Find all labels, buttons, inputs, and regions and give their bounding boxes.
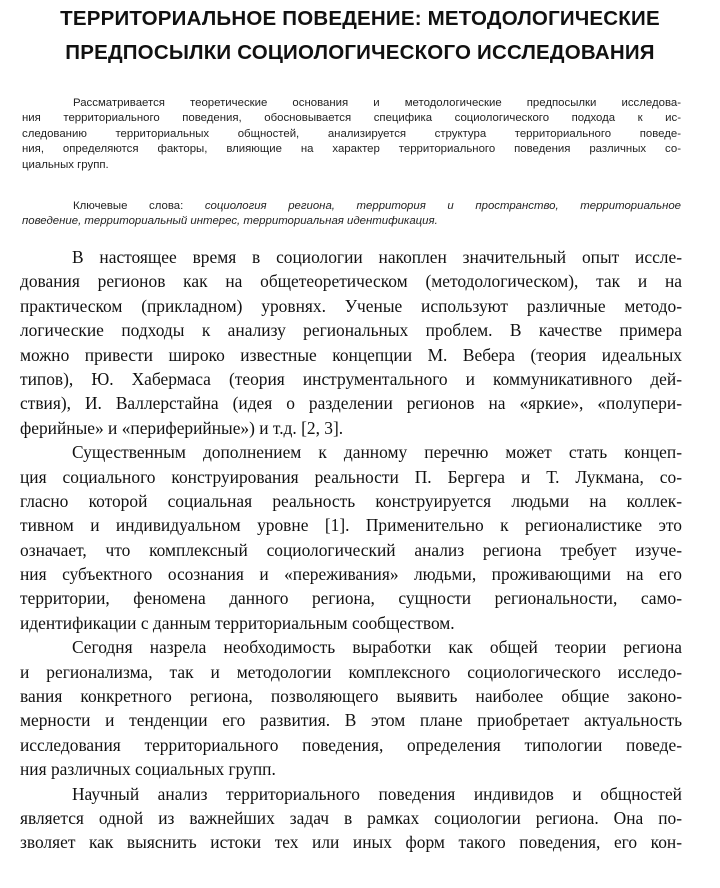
title-line-2: ПРЕДПОСЫЛКИ СОЦИОЛОГИЧЕСКОГО ИССЛЕДОВАНИЯ <box>65 41 655 64</box>
text-line: тивном и индивидуальном уровне [1]. Применительно к регионалистике это <box>20 515 682 536</box>
keywords-line-2 <box>22 214 681 229</box>
text-line: В настоящее время в социологии накоплен значительный опыт иссле- <box>72 247 682 267</box>
paragraph <box>20 635 682 781</box>
text-line: означает, что комплексный социологический анализ региона требует изуче- <box>20 539 682 560</box>
abstract-line: следованию территориальных общностей, анализируется структура территориального поведе- <box>22 127 681 140</box>
article-body <box>20 245 682 855</box>
title-line-1: ТЕРРИТОРИАЛЬНОЕ ПОВЕДЕНИЕ: МЕТОДОЛОГИЧЕСКИЕ <box>60 7 660 30</box>
abstract-line: ния территориального поведения, обосновывается специфика социологического подхода к ис- <box>22 112 681 125</box>
text-line: Существенным дополнением к данному перечню может стать концеп- <box>72 442 682 463</box>
text-line: ния субъектного осознания и «переживания» людьми, проживающими на его <box>20 564 682 585</box>
text-line: дования регионов как на общетеоретическом (методологическом), так и на <box>20 271 682 292</box>
text-line: ствия), И. Валлерстайна (идея о разделении регионов на «яркие», «полупери- <box>20 393 682 414</box>
text-line: ферийные» и «периферийные») и т.д. [2, 3]. <box>20 417 344 438</box>
text-line: можно привести широко известные концепции М. Вебера (теория идеальных <box>20 344 682 365</box>
keywords-label: Ключевые слова: <box>73 200 184 212</box>
text-line: ция социального конструирования реальности П. Бергера и Т. Лукмана, со- <box>20 466 682 487</box>
abstract-line: циальных групп. <box>22 158 109 171</box>
text-line: исследования территориального поведения, определения типологии поведе- <box>20 734 682 755</box>
text-line: идентификации с данным территориальным сообществом. <box>20 612 455 633</box>
abstract-line: ния, определяются факторы, влияющие на характер территориального поведения различных со- <box>22 143 681 156</box>
text-line: территории, феномена данного региона, сущности региональности, само- <box>20 588 682 609</box>
text-line: практическом (прикладном) уровнях. Ученые используют различные методо- <box>20 295 682 316</box>
paragraph <box>20 245 682 440</box>
paragraph <box>20 782 682 855</box>
text-line: гласно которой социальная реальность конструируется людьми на коллек- <box>20 490 682 511</box>
text-line: типов), Ю. Хабермаса (теория инструментального и коммуникативного дей- <box>20 368 682 389</box>
text-line: Сегодня назрела необходимость выработки как общей теории региона <box>72 637 682 658</box>
text-line: вания конкретного региона, позволяющего выявить наиболее общие законо- <box>20 686 682 707</box>
abstract-line: Рассматривается теоретические основания и методологические предпосылки исследова- <box>73 97 681 109</box>
text-line: ния различных социальных групп. <box>20 759 276 780</box>
text-line: и регионализма, так и методологии комплексного социологического исследо- <box>20 661 682 682</box>
text-line: Научный анализ территориального поведения индивидов и общностей <box>72 783 682 804</box>
paragraph <box>20 440 682 635</box>
text-line: мерности и тенденции его развития. В этом плане приобретает актуальность <box>20 710 682 731</box>
text-line: логические подходы к анализу региональных проблем. В качестве примера <box>20 320 682 341</box>
text-line: является одной из важнейших задач в рамках социологии региона. Она по- <box>20 807 682 828</box>
keywords <box>22 199 681 230</box>
text-line: зволяет как выяснить истоки тех или иных форм такого поведения, его кон- <box>20 832 682 853</box>
keywords-line-1 <box>22 199 681 214</box>
keywords-terms: социология региона, территория и пространство, территориальное <box>204 200 682 212</box>
keywords-terms: поведение, территориальный интерес, территориальная идентификация. <box>22 215 438 228</box>
abstract <box>22 96 681 173</box>
article-title <box>20 2 700 70</box>
